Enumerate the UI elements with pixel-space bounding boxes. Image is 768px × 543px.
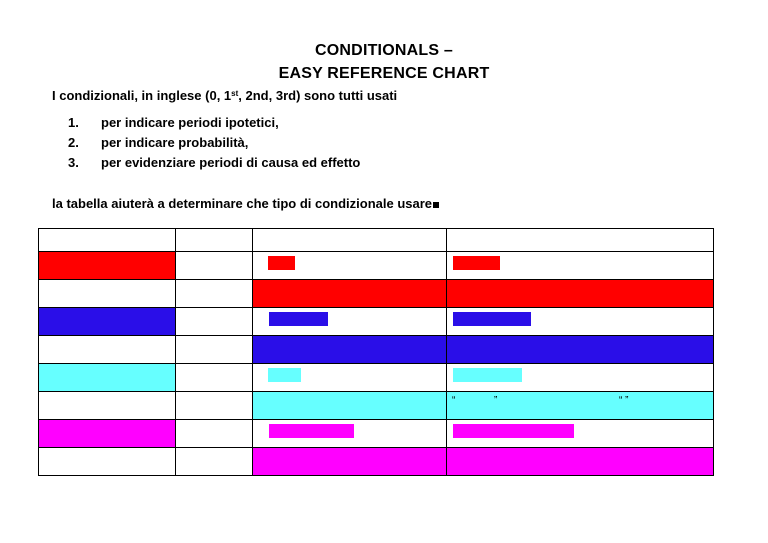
table-header-row [39, 229, 714, 252]
color-cell [39, 364, 176, 392]
open-quote: “ [452, 395, 456, 406]
table-cell [447, 252, 714, 280]
filled-cell [253, 336, 447, 364]
table-row [39, 364, 714, 392]
list-number-3: 3. [68, 155, 79, 170]
table-row [39, 252, 714, 280]
table-cell [253, 308, 447, 336]
color-cell [39, 308, 176, 336]
list-number-2: 2. [68, 135, 79, 150]
redacted-bar [453, 368, 522, 382]
table-note-text: la tabella aiuterà a determinare che tipo di condizionale usare [52, 196, 433, 211]
filled-cell [447, 336, 714, 364]
table-cell [39, 280, 176, 308]
redacted-bar [269, 424, 354, 438]
table-note [52, 196, 439, 212]
table-row [39, 420, 714, 448]
table-cell [176, 280, 253, 308]
filled-cell [447, 280, 714, 308]
intro-text-a: I condizionali, in inglese (0, 1 [52, 88, 232, 103]
conditionals-table [38, 228, 714, 476]
title-line-1: CONDITIONALS – [315, 42, 453, 59]
header-cell [447, 229, 714, 252]
filled-cell [253, 392, 447, 420]
list-item-2: per indicare probabilità, [101, 135, 249, 150]
table-cell [39, 336, 176, 364]
title-line-2: EASY REFERENCE CHART [278, 65, 490, 82]
table-cell [176, 420, 253, 448]
filled-cell [447, 448, 714, 476]
intro-text-b: , 2nd, 3rd) sono tutti usati [238, 88, 398, 103]
table-row [39, 308, 714, 336]
table-cell [253, 252, 447, 280]
table-cell [447, 308, 714, 336]
list-item-3: per evidenziare periodi di causa ed effetto [101, 155, 361, 170]
filled-cell [253, 280, 447, 308]
table-cell [39, 448, 176, 476]
table-cell [253, 420, 447, 448]
list-item-1: per indicare periodi ipotetici, [101, 115, 279, 130]
table-row [39, 448, 714, 476]
table-cell [176, 448, 253, 476]
table-cell [176, 364, 253, 392]
square-bullet-icon [433, 202, 439, 208]
header-cell [176, 229, 253, 252]
redacted-bar [268, 256, 295, 270]
redacted-bar [268, 368, 301, 382]
table-cell [39, 392, 176, 420]
redacted-bar [453, 256, 500, 270]
table-cell [447, 420, 714, 448]
table-cell [176, 252, 253, 280]
table-cell [253, 364, 447, 392]
close-quote: ” [494, 395, 498, 406]
filled-cell [253, 448, 447, 476]
table-cell [447, 364, 714, 392]
intro-superscript: st [231, 89, 239, 98]
table-cell [176, 392, 253, 420]
table-cell [176, 336, 253, 364]
header-cell [253, 229, 447, 252]
table-row [39, 392, 714, 420]
redacted-bar [453, 312, 531, 326]
list-number-1: 1. [68, 115, 79, 130]
quote-pair: “ ” [619, 395, 629, 406]
color-cell [39, 420, 176, 448]
header-cell [39, 229, 176, 252]
table-row [39, 336, 714, 364]
redacted-bar [269, 312, 328, 326]
color-cell [39, 252, 176, 280]
table-row [39, 280, 714, 308]
intro-text [52, 88, 397, 104]
filled-cell [447, 392, 714, 420]
redacted-bar [453, 424, 574, 438]
table-cell [176, 308, 253, 336]
